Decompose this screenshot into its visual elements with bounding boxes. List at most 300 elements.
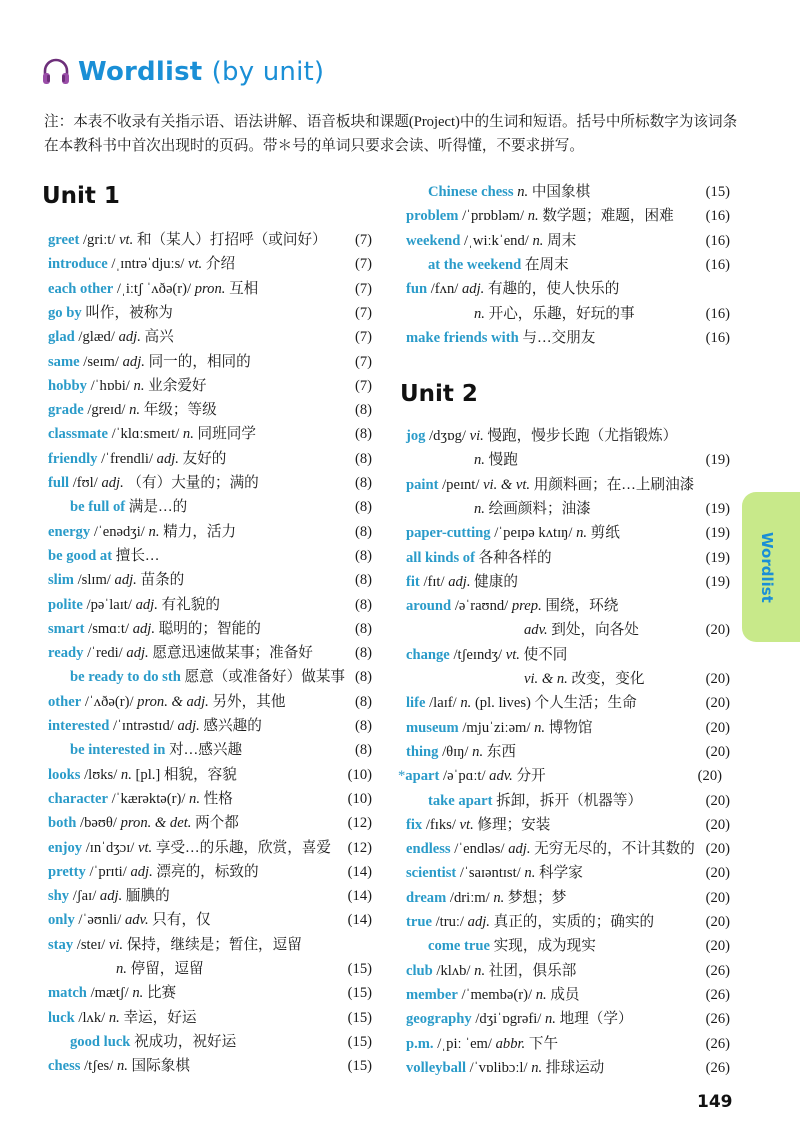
headword: change: [406, 646, 450, 663]
phonetic: /fɪt/: [423, 573, 445, 590]
headword: make friends with: [406, 329, 519, 346]
page-ref: (12): [347, 815, 372, 832]
section-tab-label: Wordlist: [758, 532, 776, 603]
unit-heading: Unit 1: [42, 183, 120, 209]
page-ref: (15): [347, 1009, 372, 1026]
phonetic: /glæd/: [78, 329, 115, 346]
headword: be full of: [70, 499, 126, 516]
definition: 年级；等级: [143, 402, 217, 419]
headword: friendly: [48, 450, 98, 467]
part-of-speech: n.: [474, 962, 486, 979]
word-entry[interactable]: [406, 473, 730, 497]
page-ref: (15): [705, 184, 730, 200]
page-ref: (8): [354, 475, 372, 491]
page-ref: (19): [705, 500, 730, 517]
definition: 梦想；梦: [507, 889, 567, 906]
word-entry[interactable]: [48, 593, 372, 617]
part-of-speech: vi. & vt.: [483, 476, 531, 493]
definition: 慢跑，慢步长跑（尤指锻炼）: [487, 428, 678, 444]
part-of-speech: adj.: [101, 475, 124, 491]
page-ref: (20): [705, 695, 730, 712]
word-entry[interactable]: [48, 836, 372, 860]
headword: volleyball: [406, 1059, 466, 1076]
word-entry[interactable]: [48, 617, 372, 641]
word-entry[interactable]: [48, 933, 372, 957]
phonetic: /smɑːt/: [88, 620, 130, 637]
word-entry[interactable]: [406, 180, 730, 204]
page-ref: (20): [705, 816, 730, 833]
phonetic: /ˈklɑːsmeɪt/: [111, 426, 180, 443]
definition: 保持，继续是；暂住，逗留: [126, 936, 302, 953]
headword: shy: [48, 888, 70, 905]
page-ref: (7): [354, 280, 372, 297]
headword: classmate: [48, 426, 108, 443]
phonetic: /greɪd/: [87, 402, 126, 419]
headword: dream: [406, 889, 447, 906]
word-entry[interactable]: [48, 422, 372, 446]
page-ref: (20): [705, 792, 730, 809]
part-of-speech: n.: [517, 184, 529, 200]
headword: jog: [406, 428, 426, 444]
definition: 数学题；难题，困难: [542, 208, 674, 225]
phonetic: /steɪ/: [76, 936, 106, 953]
word-entry[interactable]: [406, 277, 730, 301]
phonetic: /fɪks/: [425, 816, 456, 833]
phonetic: /lʊks/: [84, 766, 118, 783]
definition: 下午: [528, 1035, 559, 1052]
headword: each other: [48, 280, 114, 297]
part-of-speech: n.: [544, 1011, 556, 1028]
definition: 满是…的: [128, 499, 188, 516]
definition: 绘画颜料；油漆: [488, 500, 591, 517]
page-ref: (15): [347, 985, 372, 1002]
title-sub: (by unit): [211, 57, 325, 87]
word-entry[interactable]: [406, 837, 730, 861]
definition: 实现，成为现实: [493, 938, 596, 955]
part-of-speech: adj.: [118, 329, 141, 346]
page-ref: (20): [705, 865, 730, 882]
definition: 在周末: [524, 256, 569, 273]
definition: 地理（学）: [559, 1011, 633, 1028]
part-of-speech: n.: [474, 500, 485, 517]
headword: weekend: [406, 232, 461, 249]
headword: looks: [48, 766, 81, 783]
part-of-speech: prep.: [511, 598, 542, 615]
headword: apart: [405, 768, 440, 785]
word-entry[interactable]: [48, 1030, 372, 1054]
definition: 国际象棋: [131, 1058, 190, 1075]
phonetic: /klʌb/: [436, 962, 471, 979]
page-ref: (8): [354, 596, 372, 613]
word-entry[interactable]: [48, 228, 372, 252]
page-ref: (20): [705, 841, 730, 858]
page-title: [40, 54, 324, 90]
headword: luck: [48, 1009, 75, 1026]
phonetic: /slɪm/: [77, 572, 111, 589]
part-of-speech: adj.: [448, 573, 471, 590]
word-entry[interactable]: [406, 326, 730, 350]
part-of-speech: adj.: [132, 620, 155, 637]
phonetic: /ˈenədʒi/: [93, 523, 145, 540]
word-entry[interactable]: [48, 1006, 372, 1030]
part-of-speech: n.: [576, 525, 588, 542]
definition: 腼腆的: [125, 888, 170, 905]
part-of-speech: adj.: [130, 863, 153, 880]
definition: 剪纸: [590, 525, 620, 542]
word-entry[interactable]: [398, 764, 722, 788]
headword: other: [48, 693, 82, 710]
phonetic: /ˈmembə(r)/: [461, 986, 533, 1003]
headword: club: [406, 962, 433, 979]
word-entry[interactable]: [406, 204, 730, 228]
word-entry[interactable]: [48, 325, 372, 349]
headword: around: [406, 598, 452, 615]
part-of-speech: adv.: [524, 622, 548, 639]
word-entry[interactable]: [406, 813, 730, 837]
definition: 社团，俱乐部: [488, 962, 577, 979]
word-entry[interactable]: [406, 1007, 730, 1031]
page-ref: (16): [705, 305, 730, 322]
definition: 和（某人）打招呼（或问好）: [136, 232, 327, 248]
part-of-speech: adj.: [508, 841, 531, 858]
page-ref: (20): [705, 671, 730, 687]
word-entry[interactable]: [48, 277, 372, 301]
phonetic: /bəʊθ/: [80, 815, 117, 832]
page-ref: (26): [705, 1035, 730, 1052]
definition: 祝成功，祝好运: [134, 1033, 237, 1050]
definition: 围绕，环绕: [545, 598, 619, 615]
definition: 修理；安装: [477, 816, 551, 833]
phonetic: /fʌn/: [430, 281, 459, 298]
phonetic: /θɪŋ/: [442, 743, 469, 760]
part-of-speech: adj.: [461, 281, 485, 298]
phonetic: /ˌpiː ˈem/: [437, 1035, 492, 1052]
word-entry[interactable]: [48, 860, 372, 884]
page-ref: (20): [705, 938, 730, 955]
word-entry[interactable]: [406, 910, 730, 934]
headword: chess: [48, 1058, 81, 1075]
word-entry[interactable]: [406, 886, 730, 910]
page-ref: (16): [705, 256, 730, 273]
phonetic: /griːt/: [82, 232, 116, 248]
part-of-speech: pron.: [194, 280, 226, 297]
word-entry[interactable]: [406, 253, 730, 277]
word-entry[interactable]: [406, 618, 730, 642]
page-ref: (10): [347, 766, 372, 783]
word-entry[interactable]: [48, 374, 372, 398]
intro-note: 注：本表不收录有关指示语、语法讲解、语音板块和课题(Project)中的生词和短语。括号中所标数字为该词条在本教科书中首次出现时的页码。带＊号的单词只要求会读、听得懂，不要求拼写。: [44, 114, 738, 154]
word-entry[interactable]: [406, 1032, 730, 1056]
phonetic: /truː/: [435, 914, 464, 930]
word-entry[interactable]: [406, 521, 730, 545]
part-of-speech: adj.: [177, 718, 200, 734]
word-entry[interactable]: [48, 738, 372, 762]
word-entry[interactable]: [48, 957, 372, 981]
phonetic: /ˈvɒlibɔːl/: [469, 1059, 528, 1076]
word-entry[interactable]: [406, 934, 730, 958]
definition: 对…感兴趣: [169, 742, 243, 759]
part-of-speech: vt.: [505, 646, 520, 663]
phonetic: /ˈkærəktə(r)/: [111, 790, 186, 807]
page-ref: (20): [705, 914, 730, 930]
page-ref: (14): [347, 863, 372, 880]
page-ref: (8): [354, 572, 372, 589]
headword: be good at: [48, 547, 113, 564]
word-entry[interactable]: [48, 350, 372, 374]
word-entry[interactable]: [48, 981, 372, 1005]
word-entry[interactable]: [406, 691, 730, 715]
part-of-speech: vi.: [469, 428, 484, 444]
word-entry[interactable]: [406, 716, 730, 740]
definition: 改变，变化: [571, 671, 645, 687]
part-of-speech: adj.: [126, 645, 149, 662]
headword: greet: [48, 232, 80, 248]
definition: 开心，乐趣，好玩的事: [488, 305, 635, 322]
headword: thing: [406, 743, 439, 760]
headword: same: [48, 353, 80, 370]
title-main: Wordlist: [78, 57, 203, 87]
page-ref: (8): [354, 523, 372, 540]
definition: 互相: [229, 280, 259, 297]
headword: problem: [406, 208, 459, 225]
word-entry[interactable]: [48, 520, 372, 544]
part-of-speech: adj.: [467, 914, 490, 930]
headword: be ready to do sth: [70, 669, 181, 686]
definition: [pl.] 相貌，容貌: [135, 766, 237, 783]
unit-heading: Unit 2: [400, 381, 478, 407]
definition: 友好的: [182, 450, 227, 467]
page-ref: (15): [347, 961, 372, 977]
headword: go by: [48, 304, 82, 321]
definition: 健康的: [474, 573, 518, 590]
word-entry[interactable]: [406, 546, 730, 570]
definition: 中国象棋: [531, 184, 591, 200]
definition: 聪明的；智能的: [158, 620, 261, 637]
phonetic: /ʃaɪ/: [72, 888, 97, 905]
part-of-speech: adj.: [135, 596, 158, 613]
phonetic: /ˈəʊnli/: [78, 912, 122, 929]
headword: be interested in: [70, 742, 166, 759]
part-of-speech: abbr.: [495, 1035, 526, 1052]
headword: life: [406, 695, 426, 712]
word-entry[interactable]: [48, 763, 372, 787]
part-of-speech: n.: [129, 402, 141, 419]
headword: full: [48, 475, 70, 491]
page-ref: (20): [705, 622, 730, 639]
word-entry[interactable]: [48, 665, 372, 689]
section-tab-wordlist[interactable]: [742, 492, 800, 642]
phonetic: /mætʃ/: [90, 985, 129, 1002]
word-entry[interactable]: [406, 302, 730, 326]
word-entry[interactable]: [48, 908, 372, 932]
phonetic: /dʒiˈɒgrəfi/: [475, 1011, 542, 1028]
part-of-speech: n.: [148, 523, 160, 540]
part-of-speech: vt.: [138, 839, 153, 856]
page-ref: (16): [705, 329, 730, 346]
word-entry[interactable]: [48, 447, 372, 471]
definition: 各种各样的: [478, 549, 552, 566]
definition: 苗条的: [140, 572, 185, 589]
definition: 用颜料画；在…上刷油漆: [533, 476, 695, 493]
part-of-speech: adv.: [124, 912, 149, 929]
part-of-speech: n.: [474, 305, 485, 322]
part-of-speech: adj.: [156, 450, 179, 467]
word-entry[interactable]: [406, 983, 730, 1007]
word-entry[interactable]: [406, 959, 730, 983]
word-entry[interactable]: [406, 667, 730, 691]
word-entry[interactable]: [406, 643, 730, 667]
part-of-speech: n.: [527, 208, 539, 225]
page-ref: (8): [354, 669, 372, 686]
headword: character: [48, 790, 108, 807]
page-ref: (8): [354, 450, 372, 467]
part-of-speech: n.: [132, 985, 144, 1002]
headword: geography: [406, 1011, 472, 1028]
phonetic: /ˈʌðə(r)/: [84, 693, 134, 710]
word-entry[interactable]: [48, 714, 372, 738]
definition: 介绍: [205, 256, 236, 273]
definition: 慢跑: [488, 452, 518, 469]
word-entry[interactable]: [406, 594, 730, 618]
part-of-speech: adj.: [114, 572, 137, 589]
word-entry[interactable]: [406, 740, 730, 764]
word-entry[interactable]: [48, 301, 372, 325]
page-ref: (8): [354, 718, 372, 734]
word-entry[interactable]: [48, 787, 372, 811]
headword: hobby: [48, 377, 87, 394]
part-of-speech: n.: [531, 1059, 543, 1076]
definition: 真正的，实质的；确实的: [493, 914, 655, 930]
phonetic: /ˈredi/: [87, 645, 123, 662]
phonetic: /ˈfrendli/: [101, 450, 153, 467]
headword: pretty: [48, 863, 86, 880]
definition: 有礼貌的: [161, 596, 220, 613]
definition: 愿意迅速做某事；准备好: [152, 645, 313, 662]
headword: Chinese chess: [428, 184, 514, 200]
phonetic: /driːm/: [449, 889, 490, 906]
word-entry[interactable]: [406, 448, 730, 472]
phonetic: /ɪnˈdʒɔɪ/: [85, 839, 135, 856]
page-ref: (14): [347, 912, 372, 929]
word-entry[interactable]: [48, 544, 372, 568]
definition: 业余爱好: [148, 377, 207, 394]
page-ref: (26): [705, 1059, 730, 1076]
headword: p.m.: [406, 1035, 434, 1052]
word-entry[interactable]: [48, 884, 372, 908]
page-ref: (15): [347, 1058, 372, 1075]
page-ref: (19): [705, 452, 730, 469]
word-entry[interactable]: [406, 497, 730, 521]
page-ref: (8): [354, 742, 372, 759]
part-of-speech: pron. & adj.: [137, 693, 209, 710]
definition: 与…交朋友: [522, 329, 596, 346]
page-ref: (8): [354, 620, 372, 637]
phonetic: /ˈhɒbi/: [90, 377, 130, 394]
definition: 感兴趣的: [203, 718, 262, 734]
word-entry[interactable]: [406, 861, 730, 885]
phonetic: /ˌiːtʃ ˈʌðə(r)/: [116, 280, 192, 297]
page-ref: (19): [705, 573, 730, 590]
word-entry[interactable]: [406, 1056, 730, 1080]
headword: stay: [48, 936, 74, 953]
headword: paint: [406, 476, 439, 493]
headword: enjoy: [48, 839, 83, 856]
phonetic: /mjuˈziːəm/: [462, 719, 531, 736]
page-ref: (14): [347, 888, 372, 905]
word-entry[interactable]: [48, 568, 372, 592]
page-number: 149: [697, 1092, 733, 1112]
word-entry[interactable]: [48, 811, 372, 835]
part-of-speech: n.: [108, 1009, 120, 1026]
definition: 比赛: [146, 985, 177, 1002]
part-of-speech: n.: [182, 426, 194, 443]
definition: 到处，向各处: [551, 622, 639, 639]
part-of-speech: adv.: [489, 768, 513, 785]
definition: 无穷无尽的，不计其数的: [534, 841, 695, 858]
headword: museum: [406, 719, 459, 736]
headword: energy: [48, 523, 91, 540]
page-ref: (26): [705, 962, 730, 979]
part-of-speech: n.: [532, 232, 544, 249]
definition: （有）大量的；满的: [127, 475, 259, 491]
phonetic: /ˈɪntrəstɪd/: [113, 718, 174, 734]
word-entry[interactable]: [406, 789, 730, 813]
phonetic: /ˈpeɪpə kʌtɪŋ/: [494, 525, 573, 542]
word-entry[interactable]: [48, 1054, 372, 1078]
headword: polite: [48, 596, 83, 613]
word-entry[interactable]: [406, 229, 730, 253]
part-of-speech: n.: [493, 889, 505, 906]
page-ref: (16): [705, 232, 730, 249]
phonetic: /ˌɪntrəˈdjuːs/: [111, 256, 185, 273]
word-entry[interactable]: [48, 471, 372, 495]
headword: interested: [48, 718, 110, 734]
word-entry[interactable]: [48, 398, 372, 422]
headword: both: [48, 815, 77, 832]
definition: 成员: [550, 986, 580, 1003]
definition: 性格: [203, 790, 233, 807]
page-ref: (8): [354, 402, 372, 419]
definition: 高兴: [144, 329, 174, 346]
word-entry[interactable]: [48, 641, 372, 665]
phonetic: /lʌk/: [78, 1009, 106, 1026]
definition: 两个都: [195, 815, 239, 832]
page-ref: (8): [354, 547, 372, 564]
page-ref: (20): [697, 768, 722, 785]
word-entry[interactable]: [406, 570, 730, 594]
definition: 精力，活力: [163, 523, 237, 540]
page-ref: (7): [354, 304, 372, 321]
page-ref: (8): [354, 693, 372, 710]
definition: 幸运，好运: [123, 1009, 197, 1026]
word-entry[interactable]: [48, 252, 372, 276]
page-ref: (19): [705, 525, 730, 542]
part-of-speech: vt.: [459, 816, 474, 833]
definition: 享受…的乐趣，欣赏，喜爱: [155, 839, 331, 856]
page-ref: (20): [705, 719, 730, 736]
word-entry[interactable]: [48, 690, 372, 714]
word-entry[interactable]: [406, 424, 730, 448]
word-entry[interactable]: [48, 495, 372, 519]
headword: true: [406, 914, 432, 930]
page-ref: (7): [354, 353, 372, 370]
part-of-speech: n.: [474, 452, 485, 469]
phonetic: /ˌwiːkˈend/: [463, 232, 529, 249]
definition: 同班同学: [197, 426, 256, 443]
definition: 有趣的，使人快乐的: [487, 281, 620, 298]
definition: 排球运动: [545, 1059, 605, 1076]
headword: smart: [48, 620, 85, 637]
